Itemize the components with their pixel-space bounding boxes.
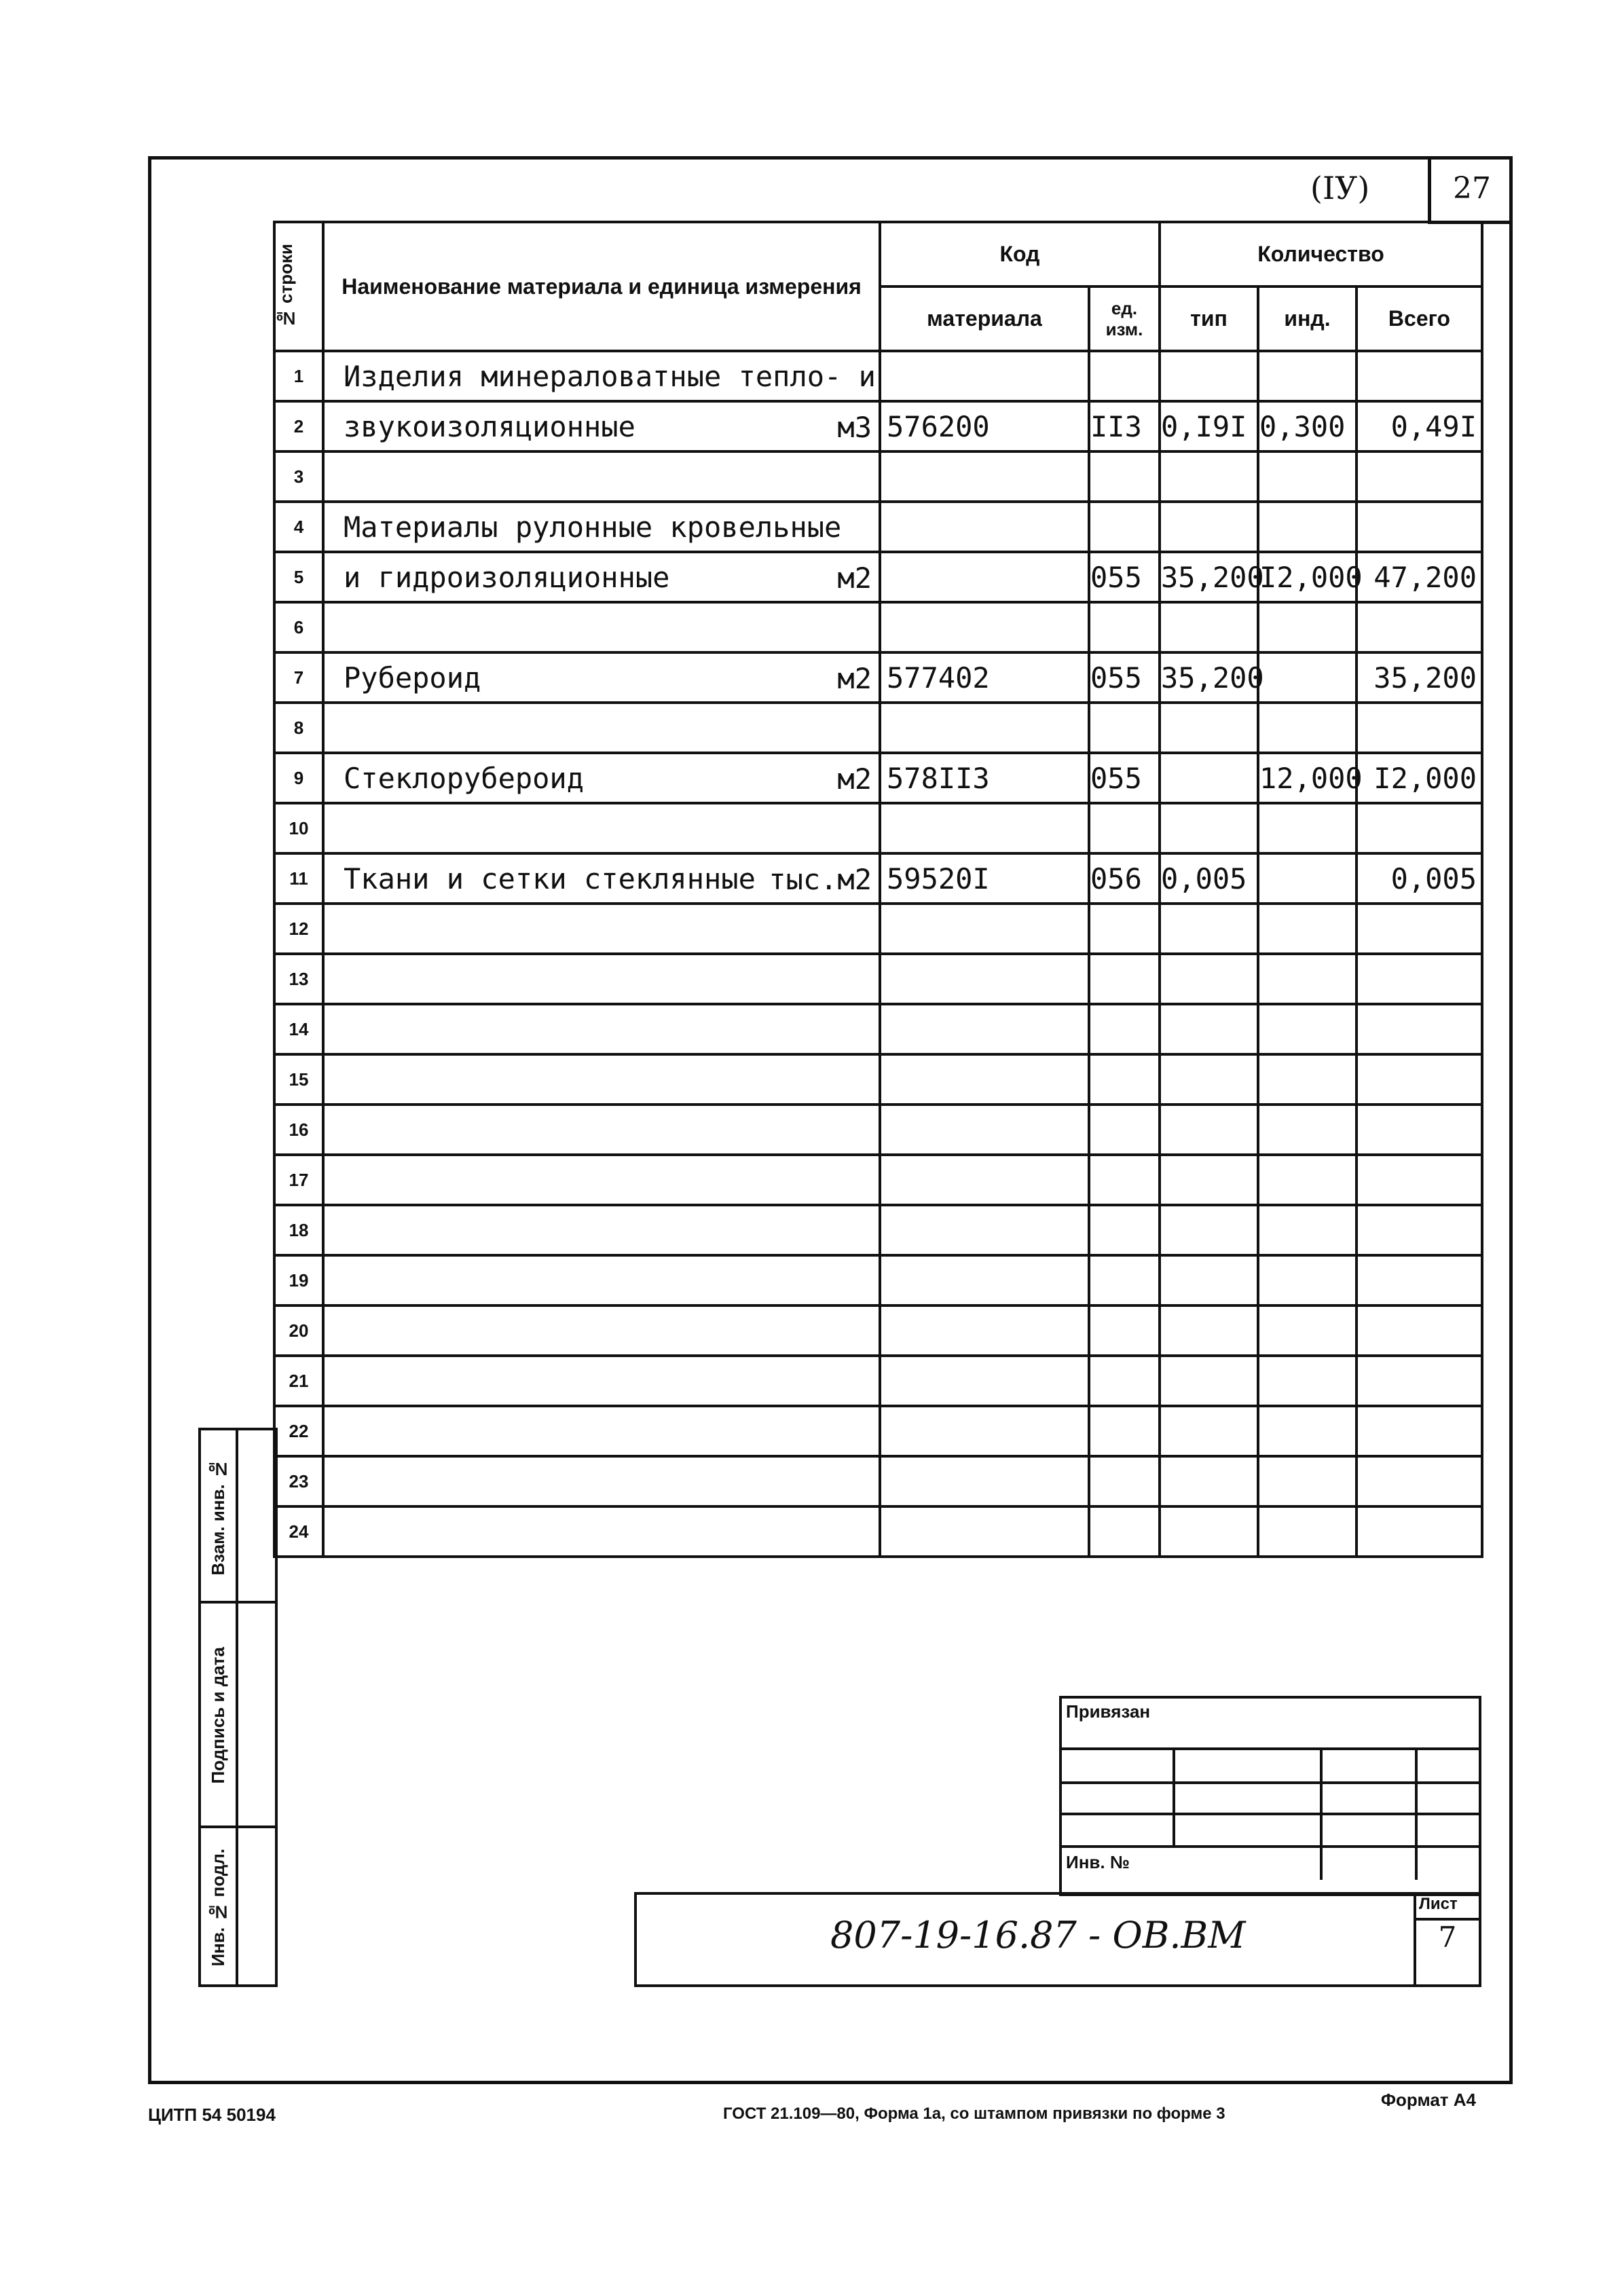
row-number-text: 10 — [289, 817, 309, 838]
material-code — [880, 753, 1089, 803]
unit-code-text: 055 — [1090, 560, 1142, 594]
qty-total — [1357, 1155, 1482, 1205]
material-name — [323, 1356, 880, 1406]
qty-total-text: 47,200 — [1373, 560, 1477, 594]
material-name — [323, 351, 880, 401]
material-code — [880, 602, 1089, 652]
qty-ind — [1258, 502, 1357, 552]
qty-total — [1357, 1506, 1482, 1557]
vzam-inv-label: Взам. инв. № — [201, 1430, 238, 1604]
qty-total — [1357, 1456, 1482, 1506]
row-number — [274, 853, 323, 904]
qty-type — [1160, 753, 1258, 803]
unit-code — [1089, 602, 1160, 652]
row-number — [274, 1356, 323, 1406]
qty-ind — [1258, 1004, 1357, 1054]
qty-total-text: 0,49I — [1390, 409, 1477, 443]
unit-code-text: 056 — [1090, 861, 1142, 895]
header-row-num: № строки — [274, 222, 323, 351]
unit-code — [1089, 552, 1160, 602]
table-row — [274, 502, 1482, 552]
unit-code — [1089, 1205, 1160, 1255]
row-number — [274, 753, 323, 803]
row-number-text: 7 — [293, 667, 304, 688]
material-name-text: Материалы рулонные кровельные — [344, 510, 842, 544]
unit-code — [1089, 1406, 1160, 1456]
row-number-text: 14 — [289, 1018, 309, 1039]
material-code — [880, 1054, 1089, 1105]
row-number — [274, 552, 323, 602]
qty-type — [1160, 1506, 1258, 1557]
row-number-text: 4 — [293, 516, 304, 537]
qty-total — [1357, 1105, 1482, 1155]
row-number — [274, 1305, 323, 1356]
unit-code — [1089, 1356, 1160, 1406]
unit-code — [1089, 351, 1160, 401]
qty-type — [1160, 552, 1264, 602]
material-name — [323, 1155, 880, 1205]
material-name-text: Изделия минераловатные тепло- и — [344, 359, 876, 393]
header-total: Всего — [1357, 286, 1482, 351]
row-number-text: 21 — [289, 1370, 309, 1391]
qty-ind — [1258, 552, 1363, 602]
qty-ind-text: 0,300 — [1259, 409, 1346, 443]
material-name — [323, 502, 880, 552]
sheet-label: Лист — [1416, 1895, 1479, 1921]
row-number — [274, 1406, 323, 1456]
row-number — [274, 1004, 323, 1054]
unit-code — [1089, 1105, 1160, 1155]
row-number-text: 16 — [289, 1119, 309, 1140]
qty-ind — [1258, 1506, 1357, 1557]
qty-total — [1357, 1356, 1482, 1406]
material-name — [323, 451, 880, 502]
material-code-text: 59520I — [887, 861, 990, 895]
qty-ind — [1258, 1054, 1357, 1105]
table-row — [274, 652, 1482, 703]
qty-total — [1357, 703, 1482, 753]
qty-total — [1357, 1054, 1482, 1105]
row-number — [274, 652, 323, 703]
sheet-number: 7 — [1438, 1921, 1457, 1954]
material-code — [880, 1456, 1089, 1506]
format-label: Формат А4 — [1380, 2090, 1476, 2110]
material-name — [323, 954, 880, 1004]
qty-type — [1160, 1255, 1258, 1305]
title-block — [634, 1892, 1481, 1987]
material-name — [323, 552, 880, 602]
qty-ind — [1258, 803, 1357, 853]
qty-type — [1160, 1406, 1258, 1456]
material-name — [323, 1205, 880, 1255]
material-code — [880, 803, 1089, 853]
row-number-text: 17 — [289, 1169, 309, 1190]
qty-type — [1160, 1105, 1258, 1155]
material-code — [880, 1105, 1089, 1155]
material-code — [880, 1356, 1089, 1406]
material-code-text: 578II3 — [887, 761, 990, 795]
row-number — [274, 803, 323, 853]
table-row — [274, 1004, 1482, 1054]
inv-podl-label: Инв. № подл. — [201, 1828, 238, 1987]
material-code-text: 576200 — [887, 409, 990, 443]
table-row — [274, 904, 1482, 954]
row-number-text: 22 — [289, 1420, 309, 1441]
qty-ind — [1258, 904, 1357, 954]
unit-code — [1089, 753, 1160, 803]
qty-type — [1160, 703, 1258, 753]
qty-total — [1357, 602, 1482, 652]
qty-ind — [1258, 753, 1363, 803]
qty-type — [1160, 1456, 1258, 1506]
unit-code-text: 055 — [1090, 661, 1142, 694]
qty-total — [1357, 803, 1482, 853]
unit-code — [1089, 1004, 1160, 1054]
unit-code — [1089, 1155, 1160, 1205]
row-number — [274, 1255, 323, 1305]
qty-type — [1160, 401, 1258, 451]
qty-total — [1357, 552, 1482, 602]
material-name — [323, 1305, 880, 1356]
qty-ind — [1258, 1155, 1357, 1205]
header-material: материала — [880, 286, 1089, 351]
qty-total — [1357, 1004, 1482, 1054]
qty-type-text: 0,I9I — [1161, 409, 1247, 443]
row-number-text: 13 — [289, 968, 309, 989]
qty-type — [1160, 502, 1258, 552]
qty-type-text: 0,005 — [1161, 861, 1247, 895]
unit-code — [1089, 703, 1160, 753]
row-number-text: 6 — [293, 616, 304, 637]
unit-label: тыс.м2 — [769, 863, 872, 896]
material-code — [880, 904, 1089, 954]
unit-code-text: II3 — [1090, 409, 1142, 443]
qty-ind — [1258, 1255, 1357, 1305]
material-name — [323, 1406, 880, 1456]
material-name — [323, 1004, 880, 1054]
material-name — [323, 401, 880, 451]
unit-label: м3 — [837, 411, 872, 444]
material-code — [880, 1205, 1089, 1255]
row-number — [274, 1456, 323, 1506]
footer-left: ЦИТП 54 50194 — [148, 2105, 276, 2125]
material-name — [323, 853, 880, 904]
row-number — [274, 1105, 323, 1155]
material-name — [323, 1105, 880, 1155]
row-number — [274, 1205, 323, 1255]
qty-type — [1160, 351, 1258, 401]
qty-total — [1357, 502, 1482, 552]
material-code — [880, 451, 1089, 502]
qty-ind — [1258, 602, 1357, 652]
qty-total — [1357, 954, 1482, 1004]
table-row — [274, 1205, 1482, 1255]
qty-ind — [1258, 703, 1357, 753]
row-number — [274, 703, 323, 753]
row-number — [274, 954, 323, 1004]
material-code — [880, 401, 1089, 451]
qty-ind — [1258, 1456, 1357, 1506]
row-number — [274, 351, 323, 401]
row-number — [274, 451, 323, 502]
table-row — [274, 1456, 1482, 1506]
table-row — [274, 703, 1482, 753]
unit-code — [1089, 904, 1160, 954]
qty-type — [1160, 904, 1258, 954]
unit-label: м2 — [837, 762, 872, 796]
qty-type — [1160, 1305, 1258, 1356]
row-number-text: 11 — [289, 868, 308, 889]
qty-type — [1160, 803, 1258, 853]
qty-total — [1357, 1255, 1482, 1305]
unit-code — [1089, 954, 1160, 1004]
table-row — [274, 1406, 1482, 1456]
qty-ind-text: 12,000 — [1259, 761, 1363, 795]
header-unit: ед. изм. — [1089, 286, 1160, 351]
table-row — [274, 1506, 1482, 1557]
table-row — [274, 753, 1482, 803]
qty-ind — [1258, 1356, 1357, 1406]
row-number — [274, 904, 323, 954]
row-number-text: 23 — [289, 1470, 309, 1491]
unit-code — [1089, 652, 1160, 703]
material-name — [323, 703, 880, 753]
materials-table — [273, 221, 1483, 1558]
unit-code — [1089, 401, 1160, 451]
qty-ind — [1258, 853, 1357, 904]
material-name — [323, 1054, 880, 1105]
material-name-text: и гидроизоляционные — [344, 560, 670, 594]
row-number — [274, 502, 323, 552]
table-row — [274, 954, 1482, 1004]
row-number-text: 2 — [293, 415, 304, 437]
qty-total — [1357, 904, 1482, 954]
table-row — [274, 602, 1482, 652]
material-code — [880, 1004, 1089, 1054]
material-name — [323, 652, 880, 703]
document-designation: 807-19-16.87 - ОВ.ВМ — [830, 1914, 1246, 1957]
qty-type — [1160, 1205, 1258, 1255]
qty-total — [1357, 753, 1482, 803]
material-code — [880, 652, 1089, 703]
row-number — [274, 1155, 323, 1205]
material-code — [880, 552, 1089, 602]
sheet-box — [1414, 1895, 1479, 1984]
qty-ind — [1258, 1406, 1357, 1456]
row-number-text: 5 — [293, 566, 304, 587]
material-code-text: 577402 — [887, 661, 990, 694]
qty-type — [1160, 1356, 1258, 1406]
qty-ind — [1258, 351, 1357, 401]
unit-code — [1089, 1255, 1160, 1305]
unit-code — [1089, 1054, 1160, 1105]
qty-type-text: 35,200 — [1161, 661, 1264, 694]
unit-code — [1089, 451, 1160, 502]
table-row — [274, 1255, 1482, 1305]
side-stamp — [198, 1428, 278, 1987]
material-code — [880, 1155, 1089, 1205]
row-number-text: 20 — [289, 1320, 309, 1341]
unit-code-text: 055 — [1090, 761, 1142, 795]
qty-ind — [1258, 652, 1357, 703]
table-row — [274, 1105, 1482, 1155]
table-row — [274, 1155, 1482, 1205]
page-code: (IУ) — [1310, 170, 1370, 206]
material-name — [323, 803, 880, 853]
qty-total — [1357, 401, 1482, 451]
unit-code — [1089, 502, 1160, 552]
row-number-text: 3 — [293, 466, 304, 487]
unit-code — [1089, 1456, 1160, 1506]
qty-total — [1357, 1205, 1482, 1255]
material-code — [880, 1255, 1089, 1305]
unit-code — [1089, 803, 1160, 853]
inv-no-label: Инв. № — [1066, 1852, 1130, 1872]
qty-total — [1357, 1305, 1482, 1356]
qty-ind — [1258, 1305, 1357, 1356]
material-code — [880, 502, 1089, 552]
header-name: Наименование материала и единица измерения — [323, 222, 880, 351]
material-name — [323, 602, 880, 652]
material-name-text: Стеклорубероид — [344, 761, 585, 795]
unit-code — [1089, 853, 1160, 904]
qty-type — [1160, 602, 1258, 652]
row-number — [274, 1054, 323, 1105]
table-row — [274, 803, 1482, 853]
qty-type — [1160, 1155, 1258, 1205]
qty-total — [1357, 351, 1482, 401]
table-row — [274, 552, 1482, 602]
row-number-text: 12 — [289, 918, 309, 939]
qty-total — [1357, 451, 1482, 502]
qty-total — [1357, 652, 1482, 703]
unit-code — [1089, 1506, 1160, 1557]
qty-type — [1160, 853, 1258, 904]
material-name — [323, 1506, 880, 1557]
row-number-text: 24 — [289, 1521, 309, 1542]
row-number-text: 8 — [293, 717, 304, 738]
gost-line: ГОСТ 21.109—80, Форма 1а, со штампом привязки по форме 3 — [723, 2105, 1225, 2123]
material-code — [880, 1305, 1089, 1356]
qty-total-text: I2,000 — [1373, 761, 1477, 795]
header-quantity: Количество — [1160, 222, 1482, 286]
podpis-data-label: Подпись и дата — [201, 1604, 238, 1828]
row-number — [274, 1506, 323, 1557]
material-name — [323, 904, 880, 954]
qty-ind — [1258, 954, 1357, 1004]
material-code — [880, 351, 1089, 401]
page-number: 27 — [1453, 171, 1491, 206]
qty-ind — [1258, 401, 1357, 451]
material-name — [323, 1456, 880, 1506]
table-row — [274, 451, 1482, 502]
qty-ind — [1258, 451, 1357, 502]
qty-total — [1357, 853, 1482, 904]
qty-type — [1160, 954, 1258, 1004]
material-code — [880, 954, 1089, 1004]
material-code — [880, 1506, 1089, 1557]
material-code — [880, 1406, 1089, 1456]
row-number — [274, 401, 323, 451]
row-number-text: 19 — [289, 1270, 309, 1291]
header-type: тип — [1160, 286, 1258, 351]
qty-total-text: 0,005 — [1390, 861, 1477, 895]
row-number — [274, 602, 323, 652]
row-number-text: 15 — [289, 1069, 309, 1090]
table-row — [274, 1054, 1482, 1105]
page-number-box — [1428, 156, 1513, 224]
qty-ind-text: I2,000 — [1259, 560, 1363, 594]
unit-label: м2 — [837, 662, 872, 695]
material-name-text: Рубероид — [344, 661, 481, 694]
material-code — [880, 853, 1089, 904]
row-number-text: 18 — [289, 1219, 309, 1240]
material-name — [323, 1255, 880, 1305]
qty-type — [1160, 1054, 1258, 1105]
table-row — [274, 1356, 1482, 1406]
qty-ind — [1258, 1105, 1357, 1155]
header-ind: инд. — [1258, 286, 1357, 351]
unit-code — [1089, 1305, 1160, 1356]
qty-ind — [1258, 1205, 1357, 1255]
qty-type-text: 35,200 — [1161, 560, 1264, 594]
qty-total-text: 35,200 — [1373, 661, 1477, 694]
material-name-text: звукоизоляционные — [344, 409, 635, 443]
table-row — [274, 1305, 1482, 1356]
row-number-text: 1 — [293, 365, 304, 386]
table-row — [274, 351, 1482, 401]
table-row — [274, 401, 1482, 451]
material-name — [323, 753, 880, 803]
table-row — [274, 853, 1482, 904]
qty-total — [1357, 1406, 1482, 1456]
qty-type — [1160, 451, 1258, 502]
unit-label: м2 — [837, 561, 872, 595]
material-code — [880, 703, 1089, 753]
binding-stamp — [1059, 1696, 1481, 1896]
row-number-text: 9 — [293, 767, 304, 788]
qty-type — [1160, 652, 1264, 703]
header-code: Код — [880, 222, 1160, 286]
material-name-text: Ткани и сетки стеклянные — [344, 861, 756, 895]
qty-type — [1160, 1004, 1258, 1054]
privyazan-label: Привязан — [1066, 1701, 1151, 1722]
